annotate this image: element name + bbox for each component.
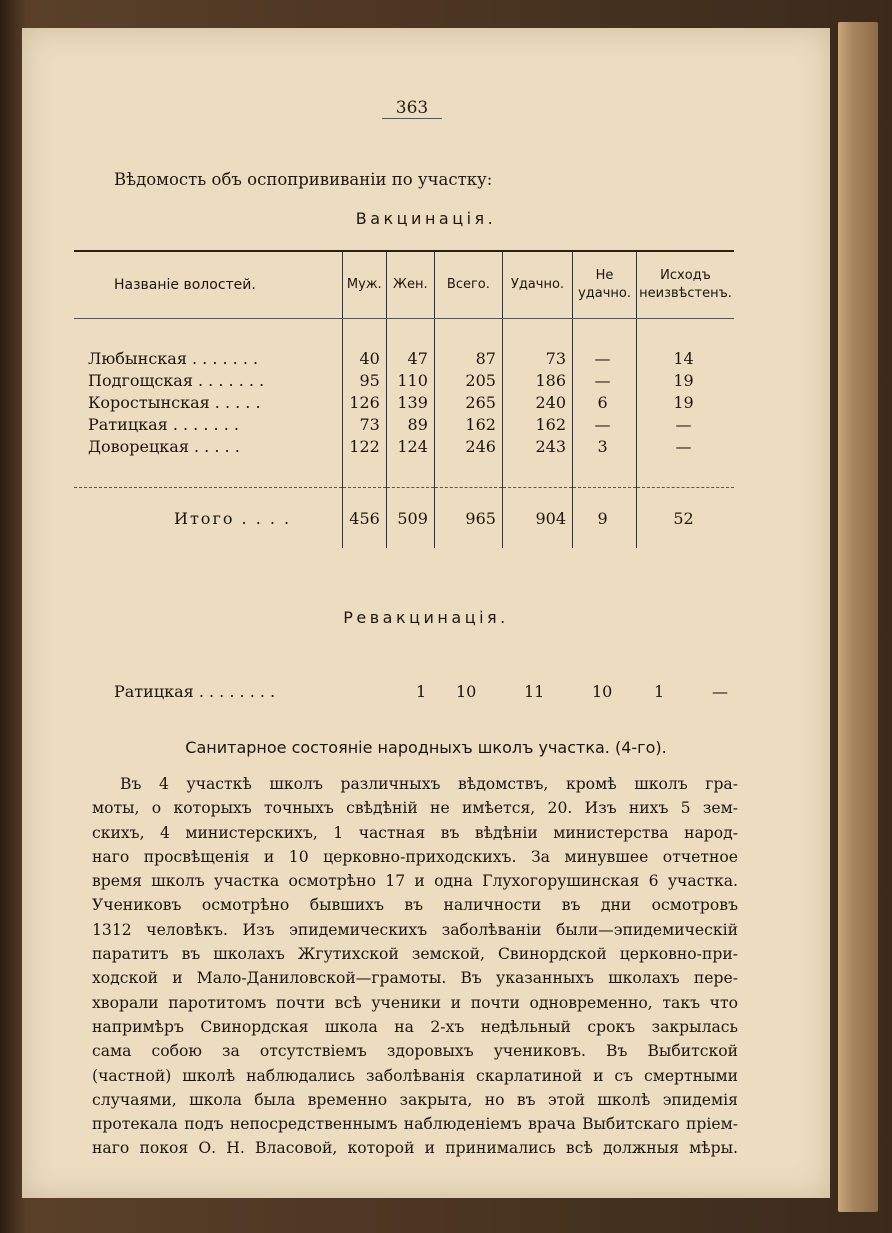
header-female: Жен. [386, 251, 434, 319]
row-name: Ратицкая . . . . . . . [88, 414, 239, 434]
table-total-row [74, 488, 734, 549]
row-success: 240 [502, 391, 572, 413]
row-female: 124 [386, 435, 434, 457]
row-fail: — [573, 369, 637, 391]
row-success: 162 [502, 413, 572, 435]
row-female: 139 [386, 391, 434, 413]
row-female: 110 [386, 369, 434, 391]
text-line: сама собою за отсутствіемъ здоровыхъ учениковъ. Въ Выбитской [92, 1042, 738, 1061]
row-fail: 6 [573, 391, 637, 413]
row-success: 243 [502, 435, 572, 457]
total-male: 456 [342, 488, 386, 549]
header-fail: Не удачно. [573, 251, 637, 319]
text-line: Въ 4 участкѣ школъ различныхъ вѣдомствъ, кромѣ школъ гра- [120, 775, 738, 793]
table-row [74, 347, 734, 369]
page-number: 363 [382, 98, 442, 119]
text-line: моты, о которыхъ точныхъ свѣдѣній не имѣется, 20. Изъ нихъ 5 зем- [92, 799, 738, 818]
report-heading: Вѣдомость объ оспопрививаніи по участку: [114, 170, 493, 189]
row-fail: — [573, 413, 637, 435]
row-female: 47 [386, 347, 434, 369]
row-name: Любынская . . . . . . . [88, 348, 259, 368]
row-male: 126 [342, 391, 386, 413]
row-unknown: 19 [637, 369, 734, 391]
header-name: Названіе волостей. [74, 251, 342, 319]
vaccination-title: Вакцинація. [355, 209, 497, 228]
rev-fail: 1 [654, 682, 665, 701]
row-unknown: 14 [637, 347, 734, 369]
total-unknown: 52 [637, 488, 734, 549]
row-female: 89 [386, 413, 434, 435]
row-male: 73 [342, 413, 386, 435]
total-total: 965 [434, 488, 502, 549]
table-spacer [74, 457, 734, 488]
row-fail: — [573, 347, 637, 369]
row-unknown: 19 [637, 391, 734, 413]
row-male: 122 [342, 435, 386, 457]
total-female: 509 [386, 488, 434, 549]
row-unknown: — [637, 435, 734, 457]
rev-unknown: — [712, 682, 728, 701]
text-line: паратитъ въ школахъ Жгутихской земской, Свинордской церковно-при- [92, 945, 738, 964]
row-total: 265 [434, 391, 502, 413]
row-unknown: — [637, 413, 734, 435]
header-total: Всего. [434, 251, 502, 319]
header-male: Муж. [342, 251, 386, 319]
rev-total: 11 [524, 682, 545, 701]
row-total: 87 [434, 347, 502, 369]
row-name: Коростынская . . . . . [88, 392, 261, 412]
section-title: Санитарное состояніе народныхъ школъ участка. (4-го). [185, 738, 667, 757]
text-line: хворали паротитомъ почти всѣ ученики и почти одновременно, такъ что [92, 993, 738, 1012]
table-header-row [74, 251, 734, 319]
row-success: 186 [502, 369, 572, 391]
row-success: 73 [502, 347, 572, 369]
row-total: 162 [434, 413, 502, 435]
table-spacer [74, 319, 734, 348]
text-line: напримѣръ Свинордская школа на 2-хъ недѣльный срокъ закрылась [92, 1017, 738, 1036]
text-line: наго просвѣщенія и 10 церковно-приходскихъ. За минувшее отчетное [92, 847, 738, 866]
row-male: 40 [342, 347, 386, 369]
table-row [74, 413, 734, 435]
row-male: 95 [342, 369, 386, 391]
total-name: Итого . . . . [74, 488, 342, 549]
text-line: (частной) школѣ наблюдались заболѣванія скарлатиной и съ смертными [92, 1066, 738, 1085]
header-unknown: Исходъ неизвѣстенъ. [637, 251, 734, 319]
text-line: время школъ участка осмотрѣно 17 и одна Глухогорушинская 6 участка. [92, 872, 738, 891]
page-edge [838, 22, 878, 1212]
text-line: Учениковъ осмотрѣно бывшихъ въ наличности въ дни осмотровъ [92, 896, 738, 915]
text-line: скихъ, 4 министерскихъ, 1 частная въ вѣдѣніи министерства народ- [92, 823, 738, 842]
document-page [22, 28, 830, 1198]
total-fail: 9 [573, 488, 637, 549]
revaccination-title: Ревакцинація. [343, 608, 509, 627]
table-row [74, 391, 734, 413]
text-line: 1312 человѣкъ. Изъ эпидемическихъ заболѣваніи были—эпидемическій [92, 920, 738, 939]
total-success: 904 [502, 488, 572, 549]
body-paragraph [92, 772, 738, 1161]
rev-female: 10 [456, 682, 477, 701]
text-line: ходской и Мало-Даниловской—грамоты. Въ указанныхъ школахъ пере- [92, 969, 738, 988]
row-total: 246 [434, 435, 502, 457]
row-name: Доворецкая . . . . . [88, 436, 240, 456]
row-total: 205 [434, 369, 502, 391]
table-row [74, 369, 734, 391]
text-line: протекала подъ непосредственнымъ наблюденіемъ врача Выбитскаго пріем- [92, 1115, 738, 1134]
text-line: наго покоя О. Н. Власовой, которой и принимались всѣ должныя мѣры. [92, 1139, 738, 1158]
rev-success: 10 [592, 682, 613, 701]
rev-name: Ратицкая . . . . . . . . [114, 682, 276, 701]
row-name: Подгощская . . . . . . . [88, 370, 265, 390]
row-fail: 3 [573, 435, 637, 457]
table-row [74, 435, 734, 457]
header-success: Удачно. [502, 251, 572, 319]
rev-male: 1 [416, 682, 427, 701]
vaccination-table [74, 250, 734, 548]
text-line: случаями, школа была временно закрыта, но въ этой школѣ эпидемія [92, 1090, 738, 1109]
